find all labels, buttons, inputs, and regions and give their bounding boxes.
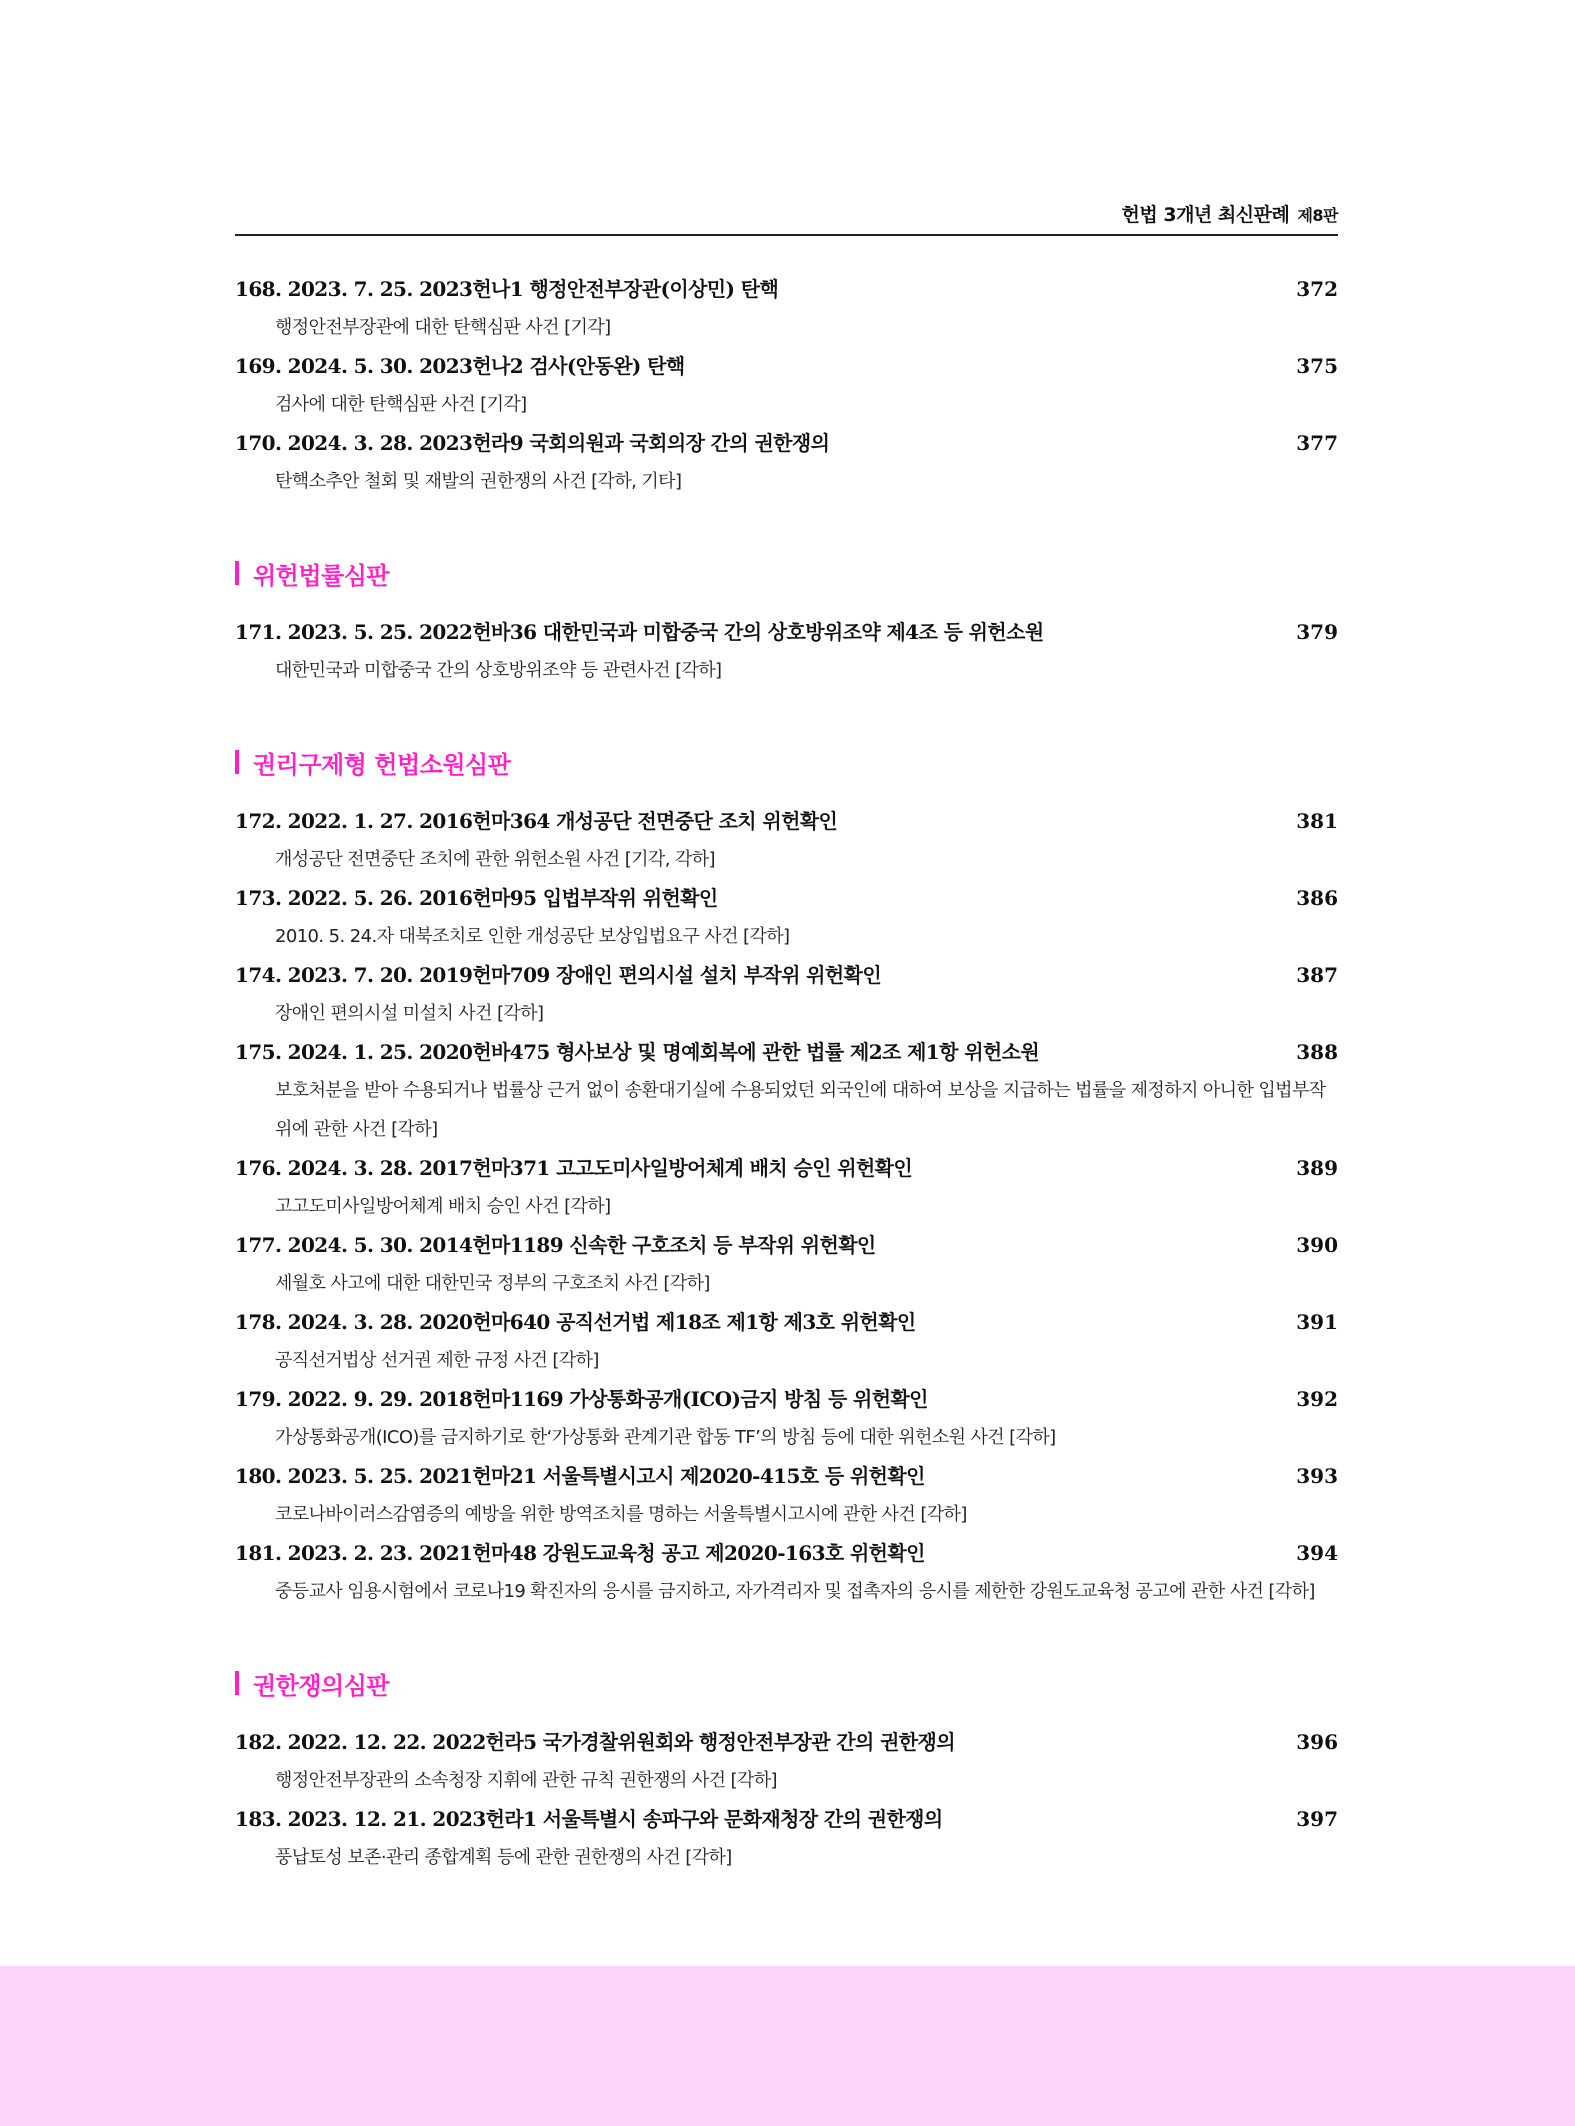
entry-title[interactable]: 178. 2024. 3. 28. 2020헌마640 공직선거법 제18조 제1항 제3호 위헌확인 — [235, 1310, 916, 1334]
section-heading — [235, 742, 1338, 782]
entry-page-number: 391 — [1296, 1310, 1338, 1334]
entry-title[interactable]: 169. 2024. 5. 30. 2023헌나2 검사(안동완) 탄핵 — [235, 354, 685, 378]
section-title: 권리구제형 헌법소원심판 — [253, 750, 511, 779]
entry-description: 대한민국과 미합중국 간의 상호방위조약 등 관련사건 [각하] — [275, 660, 722, 681]
table-of-contents — [235, 270, 1338, 1877]
section-heading — [235, 1663, 1338, 1703]
toc-entry[interactable] — [235, 1457, 1338, 1534]
book-edition: 제8판 — [1297, 206, 1338, 225]
entry-page-number: 394 — [1296, 1541, 1338, 1565]
section-marker — [235, 1671, 239, 1695]
entry-description: 검사에 대한 탄핵심판 사건 [기각] — [275, 394, 527, 415]
entry-title[interactable]: 174. 2023. 7. 20. 2019헌마709 장애인 편의시설 설치 부작위 위헌확인 — [235, 963, 882, 987]
entry-page-number: 381 — [1296, 809, 1338, 833]
footer-band — [0, 1966, 1575, 2126]
entry-title[interactable]: 183. 2023. 12. 21. 2023헌라1 서울특별시 송파구와 문화재청장 간의 권한쟁의 — [235, 1807, 943, 1831]
entry-description: 보호처분을 받아 수용되거나 법률상 근거 없이 송환대기실에 수용되었던 외국인에 대하여 보상을 지급하는 법률을 제정하지 아니한 입법부작위에 관한 사건 [각하] — [275, 1080, 1326, 1140]
book-title — [1122, 200, 1338, 227]
toc-entry[interactable] — [235, 879, 1338, 956]
entry-page-number: 372 — [1296, 277, 1338, 301]
entry-page-number: 396 — [1296, 1730, 1338, 1754]
entry-title[interactable]: 176. 2024. 3. 28. 2017헌마371 고고도미사일방어체계 배치 승인 위헌확인 — [235, 1156, 913, 1180]
entry-description: 탄핵소추안 철회 및 재발의 권한쟁의 사건 [각하, 기타] — [275, 471, 682, 492]
entry-description: 공직선거법상 선거권 제한 규정 사건 [각하] — [275, 1350, 599, 1371]
toc-entry[interactable] — [235, 347, 1338, 424]
entry-title[interactable]: 173. 2022. 5. 26. 2016헌마95 입법부작위 위헌확인 — [235, 886, 718, 910]
entry-title[interactable]: 171. 2023. 5. 25. 2022헌바36 대한민국과 미합중국 간의 상호방위조약 제4조 등 위헌소원 — [235, 620, 1044, 644]
entry-page-number: 377 — [1296, 431, 1338, 455]
entry-title[interactable]: 172. 2022. 1. 27. 2016헌마364 개성공단 전면중단 조치 위헌확인 — [235, 809, 838, 833]
toc-entry[interactable] — [235, 1226, 1338, 1303]
entry-page-number: 393 — [1296, 1464, 1338, 1488]
section-title: 위헌법률심판 — [253, 561, 390, 590]
book-title-text: 헌법 3개년 최신판례 — [1121, 204, 1290, 226]
entry-page-number: 390 — [1296, 1233, 1338, 1257]
entry-description: 장애인 편의시설 미설치 사건 [각하] — [275, 1003, 544, 1024]
entry-page-number: 379 — [1296, 620, 1338, 644]
toc-entry[interactable] — [235, 1534, 1338, 1611]
entry-description: 개성공단 전면중단 조치에 관한 위헌소원 사건 [기각, 각하] — [275, 849, 715, 870]
section-title: 권한쟁의심판 — [253, 1671, 390, 1700]
toc-entry[interactable] — [235, 1033, 1338, 1149]
entry-description: 고고도미사일방어체계 배치 승인 사건 [각하] — [275, 1196, 611, 1217]
entry-title[interactable]: 182. 2022. 12. 22. 2022헌라5 국가경찰위원회와 행정안전부장관 간의 권한쟁의 — [235, 1730, 955, 1754]
entry-description: 코로나바이러스감염증의 예방을 위한 방역조치를 명하는 서울특별시고시에 관한 사건 [각하] — [275, 1504, 967, 1525]
entry-page-number: 386 — [1296, 886, 1338, 910]
entry-title[interactable]: 179. 2022. 9. 29. 2018헌마1169 가상통화공개(ICO)금지 방침 등 위헌확인 — [235, 1387, 928, 1411]
section-marker — [235, 561, 239, 585]
toc-entry[interactable] — [235, 424, 1338, 501]
entry-description: 중등교사 임용시험에서 코로나19 확진자의 응시를 금지하고, 자가격리자 및 접촉자의 응시를 제한한 강원도교육청 공고에 관한 사건 [각하] — [275, 1581, 1315, 1602]
page-header — [235, 200, 1338, 236]
entry-page-number: 388 — [1296, 1040, 1338, 1064]
toc-entry[interactable] — [235, 802, 1338, 879]
entry-description: 2010. 5. 24.자 대북조치로 인한 개성공단 보상입법요구 사건 [각하] — [275, 926, 790, 947]
entry-description: 가상통화공개(ICO)를 금지하기로 한‘가상통화 관계기관 합동 TF’의 방침 등에 대한 위헌소원 사건 [각하] — [275, 1427, 1056, 1448]
toc-entry[interactable] — [235, 956, 1338, 1033]
entry-description: 행정안전부장관의 소속청장 지휘에 관한 규칙 권한쟁의 사건 [각하] — [275, 1770, 777, 1791]
entry-title[interactable]: 168. 2023. 7. 25. 2023헌나1 행정안전부장관(이상민) 탄핵 — [235, 277, 779, 301]
section-marker — [235, 750, 239, 774]
entry-title[interactable]: 181. 2023. 2. 23. 2021헌마48 강원도교육청 공고 제2020-163호 위헌확인 — [235, 1541, 925, 1565]
toc-entry[interactable] — [235, 1380, 1338, 1457]
entry-description: 세월호 사고에 대한 대한민국 정부의 구호조치 사건 [각하] — [275, 1273, 710, 1294]
toc-entry[interactable] — [235, 1800, 1338, 1877]
toc-entry[interactable] — [235, 1723, 1338, 1800]
toc-entry[interactable] — [235, 1149, 1338, 1226]
entry-page-number: 375 — [1296, 354, 1338, 378]
toc-entry[interactable] — [235, 1303, 1338, 1380]
entry-title[interactable]: 170. 2024. 3. 28. 2023헌라9 국회의원과 국회의장 간의 권한쟁의 — [235, 431, 830, 455]
entry-title[interactable]: 175. 2024. 1. 25. 2020헌바475 형사보상 및 명예회복에 관한 법률 제2조 제1항 위헌소원 — [235, 1040, 1040, 1064]
entry-title[interactable]: 180. 2023. 5. 25. 2021헌마21 서울특별시고시 제2020-415호 등 위헌확인 — [235, 1464, 925, 1488]
entry-description: 풍납토성 보존·관리 종합계획 등에 관한 권한쟁의 사건 [각하] — [275, 1847, 732, 1868]
entry-title[interactable]: 177. 2024. 5. 30. 2014헌마1189 신속한 구호조치 등 부작위 위헌확인 — [235, 1233, 876, 1257]
toc-entry[interactable] — [235, 613, 1338, 690]
entry-page-number: 397 — [1296, 1807, 1338, 1831]
entry-description: 행정안전부장관에 대한 탄핵심판 사건 [기각] — [275, 317, 611, 338]
toc-entry[interactable] — [235, 270, 1338, 347]
entry-page-number: 389 — [1296, 1156, 1338, 1180]
entry-page-number: 392 — [1296, 1387, 1338, 1411]
section-heading — [235, 553, 1338, 593]
entry-page-number: 387 — [1296, 963, 1338, 987]
